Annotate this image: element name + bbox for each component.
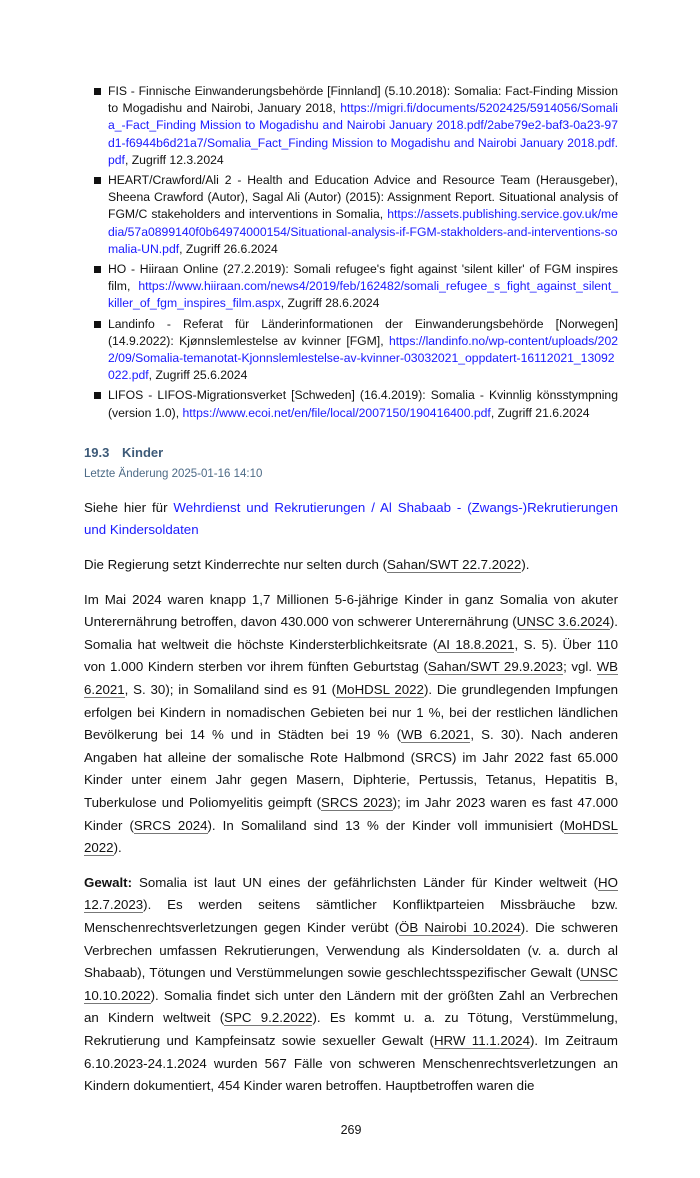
paragraph-text: ). Somalia hat weltweit die höchste Kindersterblichkeitsrate ( <box>84 614 618 652</box>
reference-item <box>94 261 618 313</box>
page-number: 269 <box>340 1122 362 1137</box>
section-heading <box>84 444 618 461</box>
reference-item <box>94 83 618 169</box>
reference-item <box>94 172 618 258</box>
citation-link[interactable]: ÖB Nairobi 10.2024 <box>399 919 521 935</box>
paragraph-text: Siehe hier für <box>84 499 174 515</box>
citation-link[interactable]: HO 12.7.2023 <box>84 874 618 913</box>
reference-text: LIFOS - LIFOS-Migrationsverket [Schweden] (16.4.2019): Somalia - Kvinnlig könsstympning (version 1.0), <box>108 388 618 420</box>
bullet-icon <box>94 177 101 184</box>
section-title: Kinder <box>122 444 164 460</box>
bullet-icon <box>94 266 101 273</box>
paragraph-text: ); im Jahr 2023 waren es fast 47.000 Kinder ( <box>84 794 618 833</box>
section-number: 19.3 <box>84 444 110 460</box>
paragraph-text: Die Regierung setzt Kinderrechte nur selten durch ( <box>84 557 388 573</box>
reference-text: HO - Hiiraan Online (27.2.2019): Somali refugee's fight against 'silent killer' of FGM inspires film, <box>108 262 618 294</box>
last-changed: Letzte Änderung 2025-01-16 14:10 <box>84 467 263 480</box>
bullet-icon <box>94 392 101 399</box>
paragraph-text: Somalia ist laut UN eines der gefährlichsten Länder für Kinder weltweit ( <box>132 874 599 890</box>
reference-item <box>94 387 618 421</box>
paragraph-text: ). <box>521 557 530 573</box>
paragraph-text: ). <box>113 840 122 856</box>
paragraph-text: , S. 30). Nach anderen Angaben hat alleine der somalische Rote Halbmond (SRCS) im Jahr 2022 fast 65.000 Kinder unter einem Jahr gegen Masern, Diphterie, Pertussis, Tetanus, Hepatitis B, Tuberkulose und Poliomyelitis geimpft ( <box>84 727 618 810</box>
paragraph-text: ; vgl. <box>563 659 597 675</box>
paragraph <box>84 497 618 542</box>
bullet-icon <box>94 88 101 95</box>
paragraph-label: Gewalt: <box>84 874 133 890</box>
citation-link[interactable]: SRCS 2023 <box>321 794 393 810</box>
reference-access-date: , Zugriff 12.3.2024 <box>124 152 224 167</box>
citation-link[interactable]: SPC 9.2.2022 <box>224 1010 313 1026</box>
paragraph-text: Im Mai 2024 waren knapp 1,7 Millionen 5-6-jährige Kinder in ganz Somalia von akuter Unterernährung betroffen, davon 430.000 von schwerer Unterernährung ( <box>84 591 618 630</box>
reference-url-link[interactable]: https://www.hiiraan.com/news4/2019/feb/162482/somali_refugee_s_fight_against_silent_killer_of_fgm_inspires_film.aspx <box>108 279 618 311</box>
reference-access-date: , Zugriff 25.6.2024 <box>148 368 248 383</box>
paragraph <box>84 554 618 577</box>
cross-reference-link[interactable]: Wehrdienst und Rekrutierungen / Al Shabaab - (Zwangs-)Rekrutierungen und Kindersoldaten <box>84 499 618 538</box>
citation-link[interactable]: MoHDSL 2022 <box>336 682 424 698</box>
reference-list <box>94 83 618 422</box>
paragraph-text: ). Es werden seitens sämtlicher Konfliktparteien Missbräuche bzw. Menschenrechtsverletzungen gegen Kinder verübt ( <box>84 897 618 935</box>
citation-link[interactable]: UNSC 3.6.2024 <box>516 614 610 630</box>
reference-text: Landinfo - Referat für Länderinformationen der Einwanderungsbehörde [Norwegen] (14.9.2022): Kjønnslemlestelse av kvinner [FGM], <box>108 316 618 348</box>
reference-access-date: , Zugriff 21.6.2024 <box>490 405 590 420</box>
paragraph-text: , S. 5). Über 110 von 1.000 Kindern sterben vor ihrem fünften Geburtstag ( <box>84 636 618 675</box>
reference-url-link[interactable]: https://assets.publishing.service.gov.uk/media/57a0899140f0b64974000154/Situational-analysis-if-FGM-stakholders-and-interventions-somalia-UN.pdf <box>108 207 618 256</box>
paragraph-text: ). Die schweren Verbrechen umfassen Rekrutierungen, Verwendung als Kindersoldaten (v. a. durch al Shabaab), Tötungen und Verstümmelungen sowie geschlechtsspezifischer Gewalt ( <box>84 919 618 981</box>
citation-link[interactable]: SRCS 2024 <box>133 817 208 833</box>
section-kinder <box>84 444 618 1098</box>
reference-url-link[interactable]: https://landinfo.no/wp-content/uploads/2022/09/Somalia-temanotat-Kjonnslemlestelse-av-kvinner-03032021_oppdatert-16112021_13092022.pdf <box>108 333 618 383</box>
paragraph-text: ). Im Zeitraum 6.10.2023-24.1.2024 wurden 567 Fälle von schweren Menschenrechtsverletzungen an Kindern dokumentiert, 454 Kinder waren betroffen. Hauptbetroffen waren die <box>84 1032 618 1094</box>
reference-text: HEART/Crawford/Ali 2 - Health and Education Advice and Resource Team (Herausgeber), Sheena Crawford (Autor), Sagal Ali (Autor) (2015): Assignment Report. Situational analysis of FGM/C stakeholders and interventions in Somalia, <box>108 173 618 222</box>
citation-link[interactable]: Sahan/SWT 29.9.2023 <box>427 659 564 675</box>
citation-link[interactable]: MoHDSL 2022 <box>84 817 618 856</box>
paragraph-text: ). Es kommt u. a. zu Tötung, Verstümmelung, Rekrutierung und Kampfeinsatz sowie sexueller Gewalt ( <box>84 1010 618 1048</box>
paragraph-text: ). In Somaliland sind 13 % der Kinder voll immunisiert ( <box>207 817 565 833</box>
paragraph-text: ). Die grundlegenden Impfungen erfolgen bei Kindern in nomadischen Gebieten bei nur 1 %, bei der restlichen ländlichen Bevölkerung bei 14 % und in Städten bei 19 % ( <box>84 682 618 743</box>
reference-text: FIS - Finnische Einwanderungsbehörde [Finnland] (5.10.2018): Somalia: Fact-Finding Mission to Mogadishu and Nairobi, January 2018, <box>108 84 618 116</box>
reference-item <box>94 316 618 385</box>
paragraph <box>84 872 618 1098</box>
paragraph-text: , S. 30); in Somaliland sind es 91 ( <box>124 682 337 698</box>
citation-link[interactable]: AI 18.8.2021 <box>437 636 515 652</box>
section-body <box>84 497 618 1098</box>
paragraph <box>84 589 618 860</box>
reference-access-date: , Zugriff 28.6.2024 <box>280 296 380 311</box>
paragraph-text: ). Somalia findet sich unter den Ländern mit der größten Zahl an Verbrechen an Kindern weltweit ( <box>84 987 618 1026</box>
citation-link[interactable]: Sahan/SWT 22.7.2022 <box>387 557 522 573</box>
bullet-icon <box>94 321 101 328</box>
reference-url-link[interactable]: https://migri.fi/documents/5202425/5914056/Somalia_-Fact_Finding Mission to Mogadishu and Nairobi January 2018.pdf/2abe79e2-baf3-0a23-97d1-f6944b6d21a7/Somalia_Fact_Finding Mission to Mogadishu and Nairobi January 2018.pdf.pdf <box>108 101 618 167</box>
citation-link[interactable]: WB 6.2021 <box>401 727 471 743</box>
citation-link[interactable]: UNSC 10.10.2022 <box>84 965 618 1003</box>
citation-link[interactable]: WB 6.2021 <box>84 659 618 698</box>
reference-access-date: , Zugriff 26.6.2024 <box>179 241 278 256</box>
citation-link[interactable]: HRW 11.1.2024 <box>433 1032 530 1048</box>
reference-url-link[interactable]: https://www.ecoi.net/en/file/local/2007150/190416400.pdf <box>182 405 491 420</box>
